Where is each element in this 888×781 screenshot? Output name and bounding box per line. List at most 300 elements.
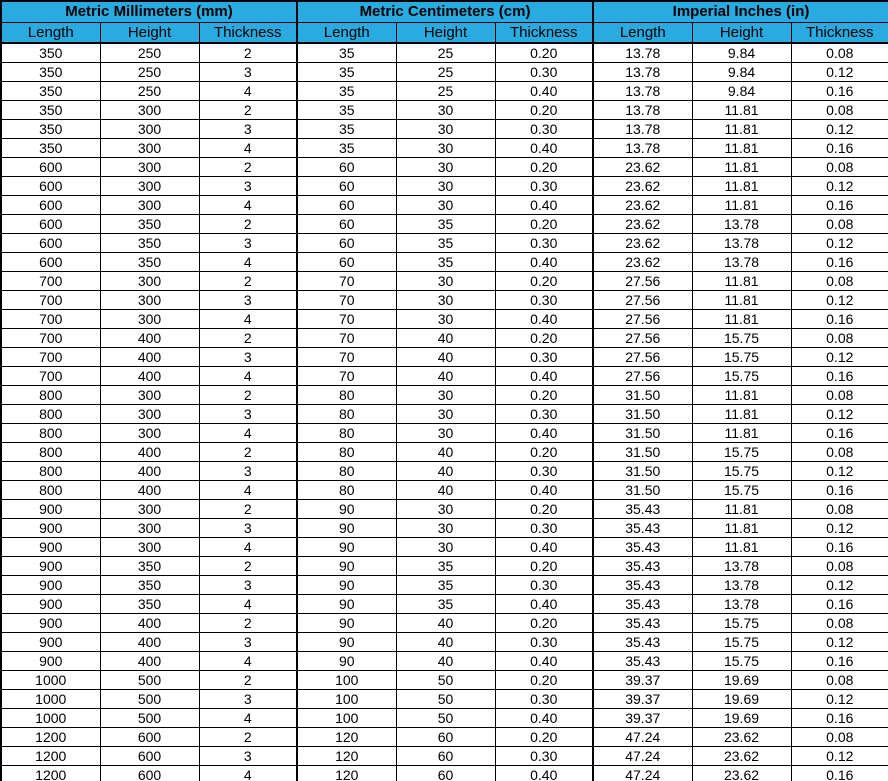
cell: 350 (100, 557, 199, 576)
cell: 47.24 (593, 766, 692, 781)
cell: 400 (100, 462, 199, 481)
cell: 400 (100, 652, 199, 671)
cell: 0.40 (495, 196, 593, 215)
cell: 35 (396, 595, 495, 614)
cell: 70 (297, 348, 396, 367)
cell: 30 (396, 120, 495, 139)
cell: 3 (199, 234, 297, 253)
column-header-cm-length: Length (297, 23, 396, 44)
cell: 0.16 (791, 196, 888, 215)
cell: 0.08 (791, 386, 888, 405)
cell: 47.24 (593, 747, 692, 766)
cell: 2 (199, 671, 297, 690)
cell: 40 (396, 614, 495, 633)
cell: 60 (297, 158, 396, 177)
cell: 800 (1, 462, 100, 481)
cell: 13.78 (593, 43, 692, 63)
table-row (1, 557, 888, 576)
cell: 35 (297, 43, 396, 63)
cell: 0.08 (791, 500, 888, 519)
cell: 23.62 (593, 177, 692, 196)
cell: 900 (1, 500, 100, 519)
cell: 25 (396, 43, 495, 63)
cell: 0.20 (495, 728, 593, 747)
column-header-cm-height: Height (396, 23, 495, 44)
cell: 11.81 (692, 120, 791, 139)
cell: 11.81 (692, 177, 791, 196)
cell: 0.16 (791, 481, 888, 500)
cell: 2 (199, 215, 297, 234)
cell: 35 (297, 120, 396, 139)
cell: 250 (100, 63, 199, 82)
cell: 13.78 (692, 215, 791, 234)
cell: 500 (100, 671, 199, 690)
cell: 27.56 (593, 310, 692, 329)
cell: 350 (1, 120, 100, 139)
cell: 1200 (1, 766, 100, 781)
cell: 700 (1, 310, 100, 329)
cell: 0.40 (495, 253, 593, 272)
cell: 23.62 (593, 196, 692, 215)
cell: 2 (199, 101, 297, 120)
cell: 25 (396, 82, 495, 101)
cell: 0.40 (495, 82, 593, 101)
table-row (1, 614, 888, 633)
cell: 70 (297, 310, 396, 329)
table-row (1, 709, 888, 728)
cell: 250 (100, 82, 199, 101)
cell: 31.50 (593, 405, 692, 424)
cell: 350 (1, 63, 100, 82)
cell: 300 (100, 291, 199, 310)
cell: 4 (199, 709, 297, 728)
cell: 120 (297, 728, 396, 747)
cell: 3 (199, 348, 297, 367)
cell: 0.16 (791, 538, 888, 557)
cell: 500 (100, 709, 199, 728)
column-header-row (1, 23, 888, 44)
cell: 31.50 (593, 462, 692, 481)
table-row (1, 253, 888, 272)
table-row (1, 690, 888, 709)
cell: 30 (396, 519, 495, 538)
cell: 80 (297, 405, 396, 424)
cell: 300 (100, 158, 199, 177)
cell: 31.50 (593, 481, 692, 500)
cell: 3 (199, 519, 297, 538)
table-row (1, 386, 888, 405)
cell: 30 (396, 386, 495, 405)
cell: 0.30 (495, 633, 593, 652)
cell: 90 (297, 576, 396, 595)
cell: 50 (396, 709, 495, 728)
cell: 4 (199, 766, 297, 781)
cell: 80 (297, 386, 396, 405)
cell: 9.84 (692, 82, 791, 101)
cell: 2 (199, 614, 297, 633)
cell: 40 (396, 329, 495, 348)
cell: 120 (297, 766, 396, 781)
cell: 0.12 (791, 63, 888, 82)
table-row (1, 139, 888, 158)
cell: 60 (297, 196, 396, 215)
cell: 3 (199, 462, 297, 481)
table-row (1, 196, 888, 215)
cell: 0.12 (791, 462, 888, 481)
cell: 15.75 (692, 633, 791, 652)
cell: 11.81 (692, 272, 791, 291)
cell: 400 (100, 633, 199, 652)
cell: 30 (396, 101, 495, 120)
cell: 60 (396, 747, 495, 766)
cell: 0.08 (791, 443, 888, 462)
cell: 350 (100, 253, 199, 272)
cell: 11.81 (692, 101, 791, 120)
cell: 400 (100, 329, 199, 348)
cell: 23.62 (593, 253, 692, 272)
cell: 4 (199, 82, 297, 101)
group-header-in: Imperial Inches (in) (593, 1, 888, 23)
cell: 0.30 (495, 120, 593, 139)
cell: 0.12 (791, 690, 888, 709)
cell: 0.20 (495, 671, 593, 690)
cell: 700 (1, 291, 100, 310)
cell: 30 (396, 139, 495, 158)
table-row (1, 462, 888, 481)
cell: 19.69 (692, 671, 791, 690)
cell: 500 (100, 690, 199, 709)
cell: 0.30 (495, 519, 593, 538)
cell: 13.78 (593, 120, 692, 139)
cell: 9.84 (692, 63, 791, 82)
cell: 13.78 (593, 101, 692, 120)
cell: 0.20 (495, 500, 593, 519)
cell: 0.30 (495, 576, 593, 595)
cell: 0.16 (791, 652, 888, 671)
cell: 35 (297, 63, 396, 82)
cell: 31.50 (593, 424, 692, 443)
cell: 0.30 (495, 63, 593, 82)
cell: 600 (1, 158, 100, 177)
cell: 2 (199, 443, 297, 462)
cell: 35.43 (593, 595, 692, 614)
cell: 400 (100, 481, 199, 500)
cell: 900 (1, 538, 100, 557)
table-row (1, 500, 888, 519)
cell: 3 (199, 63, 297, 82)
cell: 13.78 (593, 139, 692, 158)
cell: 300 (100, 538, 199, 557)
cell: 15.75 (692, 348, 791, 367)
cell: 50 (396, 690, 495, 709)
cell: 15.75 (692, 614, 791, 633)
cell: 0.40 (495, 595, 593, 614)
cell: 900 (1, 557, 100, 576)
cell: 0.40 (495, 424, 593, 443)
cell: 27.56 (593, 272, 692, 291)
cell: 800 (1, 481, 100, 500)
cell: 11.81 (692, 196, 791, 215)
cell: 23.62 (692, 728, 791, 747)
cell: 47.24 (593, 728, 692, 747)
cell: 0.08 (791, 614, 888, 633)
table-row (1, 43, 888, 63)
cell: 300 (100, 139, 199, 158)
cell: 3 (199, 177, 297, 196)
cell: 4 (199, 196, 297, 215)
table-row (1, 367, 888, 386)
column-header-in-height: Height (692, 23, 791, 44)
cell: 60 (297, 177, 396, 196)
cell: 80 (297, 443, 396, 462)
cell: 35.43 (593, 633, 692, 652)
cell: 70 (297, 329, 396, 348)
cell: 0.40 (495, 481, 593, 500)
cell: 60 (396, 766, 495, 781)
cell: 2 (199, 158, 297, 177)
cell: 4 (199, 310, 297, 329)
cell: 0.12 (791, 177, 888, 196)
cell: 350 (100, 595, 199, 614)
cell: 700 (1, 367, 100, 386)
cell: 90 (297, 652, 396, 671)
cell: 19.69 (692, 690, 791, 709)
cell: 40 (396, 462, 495, 481)
cell: 11.81 (692, 500, 791, 519)
cell: 400 (100, 367, 199, 386)
cell: 2 (199, 43, 297, 63)
cell: 0.16 (791, 766, 888, 781)
cell: 350 (100, 234, 199, 253)
cell: 80 (297, 424, 396, 443)
table-row (1, 633, 888, 652)
cell: 700 (1, 348, 100, 367)
cell: 30 (396, 538, 495, 557)
table-row (1, 101, 888, 120)
cell: 600 (1, 196, 100, 215)
cell: 600 (1, 234, 100, 253)
cell: 0.30 (495, 348, 593, 367)
cell: 2 (199, 728, 297, 747)
cell: 15.75 (692, 443, 791, 462)
cell: 800 (1, 443, 100, 462)
cell: 800 (1, 405, 100, 424)
cell: 0.20 (495, 329, 593, 348)
cell: 39.37 (593, 690, 692, 709)
cell: 0.40 (495, 139, 593, 158)
cell: 11.81 (692, 139, 791, 158)
cell: 40 (396, 652, 495, 671)
cell: 27.56 (593, 367, 692, 386)
cell: 4 (199, 253, 297, 272)
cell: 600 (100, 766, 199, 781)
cell: 0.20 (495, 101, 593, 120)
cell: 1000 (1, 690, 100, 709)
cell: 0.12 (791, 234, 888, 253)
cell: 35 (297, 139, 396, 158)
cell: 4 (199, 424, 297, 443)
cell: 0.16 (791, 424, 888, 443)
cell: 900 (1, 595, 100, 614)
cell: 35.43 (593, 652, 692, 671)
cell: 2 (199, 272, 297, 291)
cell: 4 (199, 538, 297, 557)
table-row (1, 158, 888, 177)
table-row (1, 481, 888, 500)
table-row (1, 329, 888, 348)
cell: 15.75 (692, 462, 791, 481)
cell: 300 (100, 196, 199, 215)
cell: 3 (199, 576, 297, 595)
cell: 0.16 (791, 82, 888, 101)
cell: 350 (100, 576, 199, 595)
table-row (1, 652, 888, 671)
column-header-mm-thickness: Thickness (199, 23, 297, 44)
table-row (1, 576, 888, 595)
cell: 350 (1, 139, 100, 158)
cell: 0.12 (791, 576, 888, 595)
cell: 23.62 (692, 747, 791, 766)
cell: 2 (199, 557, 297, 576)
cell: 23.62 (593, 158, 692, 177)
cell: 11.81 (692, 291, 791, 310)
cell: 11.81 (692, 519, 791, 538)
cell: 0.20 (495, 443, 593, 462)
cell: 700 (1, 272, 100, 291)
cell: 600 (100, 747, 199, 766)
cell: 0.30 (495, 291, 593, 310)
cell: 0.30 (495, 234, 593, 253)
cell: 0.40 (495, 766, 593, 781)
cell: 300 (100, 424, 199, 443)
cell: 0.12 (791, 747, 888, 766)
cell: 60 (297, 253, 396, 272)
cell: 0.08 (791, 557, 888, 576)
cell: 90 (297, 614, 396, 633)
cell: 0.12 (791, 291, 888, 310)
cell: 90 (297, 500, 396, 519)
cell: 4 (199, 139, 297, 158)
cell: 100 (297, 709, 396, 728)
cell: 350 (1, 43, 100, 63)
cell: 30 (396, 405, 495, 424)
cell: 900 (1, 633, 100, 652)
cell: 0.40 (495, 538, 593, 557)
group-header-row (1, 1, 888, 23)
cell: 2 (199, 500, 297, 519)
cell: 350 (1, 82, 100, 101)
cell: 0.08 (791, 101, 888, 120)
cell: 25 (396, 63, 495, 82)
table-row (1, 82, 888, 101)
cell: 0.16 (791, 253, 888, 272)
cell: 0.20 (495, 215, 593, 234)
cell: 300 (100, 177, 199, 196)
cell: 35 (396, 215, 495, 234)
cell: 60 (297, 215, 396, 234)
cell: 1200 (1, 747, 100, 766)
cell: 4 (199, 652, 297, 671)
column-header-in-thickness: Thickness (791, 23, 888, 44)
cell: 13.78 (593, 82, 692, 101)
cell: 35.43 (593, 557, 692, 576)
column-header-cm-thickness: Thickness (495, 23, 593, 44)
cell: 30 (396, 310, 495, 329)
cell: 1000 (1, 671, 100, 690)
cell: 70 (297, 272, 396, 291)
cell: 100 (297, 671, 396, 690)
table-row (1, 519, 888, 538)
cell: 0.12 (791, 633, 888, 652)
cell: 40 (396, 481, 495, 500)
cell: 0.08 (791, 215, 888, 234)
cell: 0.40 (495, 310, 593, 329)
cell: 80 (297, 462, 396, 481)
cell: 30 (396, 158, 495, 177)
table-row (1, 747, 888, 766)
cell: 13.78 (593, 63, 692, 82)
cell: 300 (100, 272, 199, 291)
cell: 400 (100, 348, 199, 367)
cell: 31.50 (593, 443, 692, 462)
cell: 300 (100, 500, 199, 519)
cell: 0.12 (791, 120, 888, 139)
cell: 0.30 (495, 747, 593, 766)
cell: 0.40 (495, 652, 593, 671)
cell: 0.08 (791, 329, 888, 348)
cell: 900 (1, 614, 100, 633)
table-row (1, 272, 888, 291)
cell: 15.75 (692, 367, 791, 386)
cell: 3 (199, 405, 297, 424)
cell: 300 (100, 386, 199, 405)
cell: 90 (297, 519, 396, 538)
table-row (1, 234, 888, 253)
cell: 900 (1, 652, 100, 671)
cell: 0.40 (495, 709, 593, 728)
cell: 35.43 (593, 576, 692, 595)
table-row (1, 671, 888, 690)
cell: 39.37 (593, 671, 692, 690)
cell: 35 (297, 101, 396, 120)
cell: 27.56 (593, 291, 692, 310)
cell: 30 (396, 424, 495, 443)
cell: 30 (396, 500, 495, 519)
group-header-cm: Metric Centimeters (cm) (297, 1, 593, 23)
cell: 2 (199, 386, 297, 405)
cell: 1000 (1, 709, 100, 728)
cell: 39.37 (593, 709, 692, 728)
cell: 27.56 (593, 348, 692, 367)
table-row (1, 63, 888, 82)
cell: 11.81 (692, 158, 791, 177)
cell: 0.30 (495, 177, 593, 196)
cell: 90 (297, 595, 396, 614)
table-row (1, 291, 888, 310)
cell: 13.78 (692, 576, 791, 595)
cell: 35 (396, 234, 495, 253)
cell: 120 (297, 747, 396, 766)
cell: 0.20 (495, 614, 593, 633)
cell: 0.20 (495, 272, 593, 291)
cell: 11.81 (692, 538, 791, 557)
cell: 11.81 (692, 386, 791, 405)
cell: 70 (297, 367, 396, 386)
cell: 350 (100, 215, 199, 234)
cell: 3 (199, 120, 297, 139)
cell: 4 (199, 367, 297, 386)
cell: 35 (396, 253, 495, 272)
